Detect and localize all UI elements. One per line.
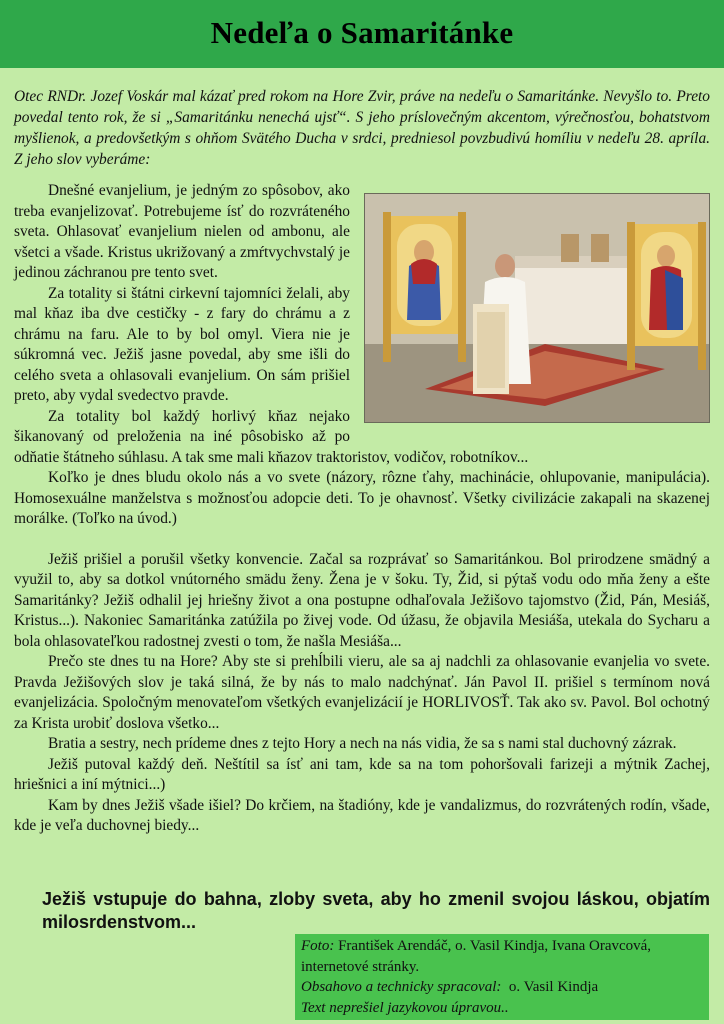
credits-box — [295, 934, 709, 1020]
credits-photo-names: František Arendáč, o. Vasil Kindja, Ivana Oravcová, internetové stránky. — [301, 938, 652, 975]
credits-photo-label: Foto: — [301, 938, 335, 954]
photo-illustration — [365, 194, 709, 422]
photo-priest — [495, 254, 515, 278]
credits-edit-name: o. Vasil Kindja — [508, 979, 599, 995]
paragraph: Prečo ste dnes tu na Hore? Aby ste si prehĺbili vieru, ale sa aj nadchli za ohlasovanie evanjelia vo svete. Pravda Ježišových slov je taká silná, že by nás to malo nadchýnať. Ján Pavol II. prišiel s termínom nová evanjelizácia. Spoločným menovateľom všetkých evanjelizácií je HORLIVOSŤ. Tak ako sv. Pavol. Bol ochotný za Krista urobiť doslova všetko... — [14, 653, 710, 732]
homily-photo — [364, 193, 710, 423]
intro-paragraph: Otec RNDr. Jozef Voskár mal kázať pred rokom na Hore Zvir, práve na nedeľu o Samaritánke. Nevyšlo to. Preto povedal tento rok, že si „Samaritánku nenechá ujsť“. S jeho príslovečným akcentom, výrečnosťou, bohatstvom myšlienok, a predovšetkým s ohňom Svätého Ducha v srdci, predniesol povzbudivú homíliu v nedeľu 28. apríla. Z jeho slov vyberáme: — [14, 88, 710, 168]
paragraph: Dnešné evanjelium, je jedným zo spôsobov, ako treba evanjelizovať. Potrebujeme ísť do rozvráteného sveta. Ohlasovať evanjelium nielen od ambonu, ale všetci a všade. Kristus ukrižovaný a zmŕtvychvstalý je jedinou záchranou pre tento svet. — [14, 182, 350, 281]
credits-photo-line — [301, 936, 709, 977]
closing-statement: Ježiš vstupuje do bahna, zloby sveta, aby ho zmenil svojou láskou, objatím milosrdenstvom... — [42, 889, 710, 932]
paragraph: Za totality si štátni cirkevní tajomníci želali, aby mal kňaz iba dve cestičky - z fary do chrámu a z chrámu na faru. Ale to by bol omyl. Viera nie je súkromná vec. Ježiš jasne povedal, aby sme išli do celého sveta a ohlasovali evanjelium. On sám prišiel preto, aby vydal svedectvo pravde. — [14, 284, 350, 404]
credits-edit-line — [301, 977, 709, 998]
credits-note: Text neprešiel jazykovou úpravou.. — [301, 999, 509, 1016]
paragraph: Kam by dnes Ježiš všade išiel? Do krčiem, na štadióny, kde je vandalizmus, do rozvrátených rodín, všade, kde je veľa duchovnej biedy... — [14, 796, 710, 834]
credits-edit-label: Obsahovo a technicky spracoval: — [301, 979, 502, 995]
page-title: Nedeľa o Samaritánke — [210, 15, 514, 50]
paragraph: Ježiš prišiel a porušil všetky konvencie. Začal sa rozprávať so Samaritánkou. Bol prirodzene smädný a využil to, aby sa dotkol vnútorného smädu ženy. Žena je v šoku. Ty, Žid, si pýtaš vodu odo mňa ženy a ešte Samaritánky? Ježiš odhalil jej hriešny život a ona postupne odhaľovala Ježišovo tajomstvo (Žid, Pán, Mesiáš, Kristus...). Nakoniec Samaritánka zatúžila po živej vode. Od úžasu, že objavila Mesiáša, utekala do Sycharu a bola ohlasovateľkou radostnej zvesti o tom, že našla Mesiáša... — [14, 550, 710, 650]
paragraph: Koľko je dnes bludu okolo nás a vo svete (názory, rôzne ťahy, machinácie, ohlupovanie, manipulácia). Homosexuálne manželstva s možnosťou adopcie deti. To je ohavnosť. Všetky civilizácie zakapali na skazenej morálke. (Toľko na úvod.) — [14, 469, 710, 527]
header-bar — [0, 0, 724, 68]
paragraph: Za totality bol každý horlivý kňaz nejako šikanovaný od preloženia na iné pôsobisko až po odňatie štátneho súhlasu. A tak sme mali kňazov traktoristov, vodičov, robotníkov... — [14, 407, 529, 466]
article-body — [14, 181, 710, 837]
paragraph: Bratia a sestry, nech prídeme dnes z tejto Hory a nech na nás vidia, že sa s nami stal duchovný zázrak. — [48, 735, 677, 752]
paragraph: Ježiš putoval každý deň. Neštítil sa ísť ani tam, kde sa na tom pohoršovali farizeji a mýtnik Zachej, hriešnici a iní mýtnici...) — [14, 755, 710, 793]
